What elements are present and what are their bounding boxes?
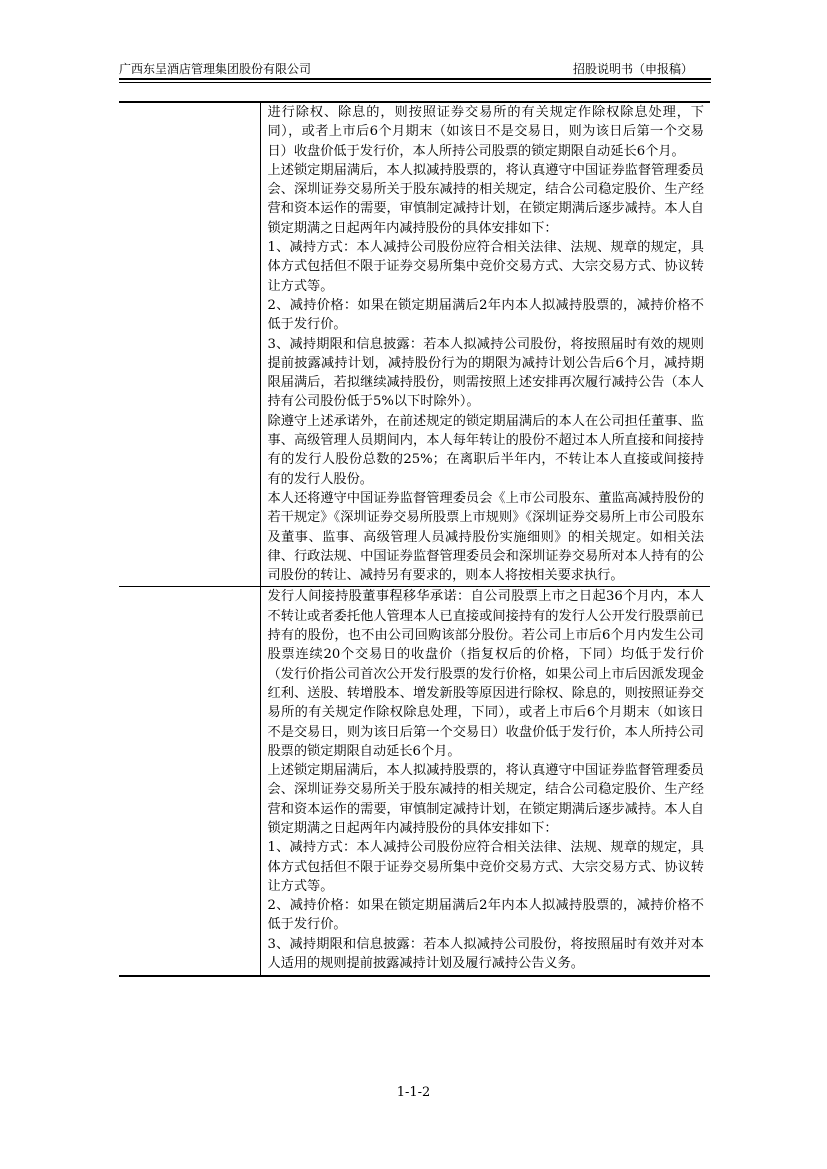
company-name: 广西东呈酒店管理集团股份有限公司 — [119, 62, 312, 76]
paragraph: 进行除权、除息的，则按照证券交易所的有关规定作除权除息处理，下同），或者上市后6个月期末（如该日不是交易日，则为该日后第一个交易日）收盘价低于发行价，本人所持公司股票的锁定期限自动延长6个月。 — [267, 105, 704, 159]
paragraph: 3、减持期限和信息披露：若本人拟减持公司股份，将按照届时有效并对本人适用的规则提前披露减持计划及履行减持公告义务。 — [267, 936, 704, 972]
paragraph: 发行人间接持股董事程移华承诺：自公司股票上市之日起36个月内，本人不转让或者委托他人管理本人已直接或间接持有的发行人公开发行股票前已持有的股份，也不由公司回购该部分股份。若公司上市后6个月内发生公司股票连续20个交易日的收盘价（指复权后的价格，下同）均低于发行价（发行价指公司首次公开发行股票的发行价格，如果公司上市后因派发现金红利、送股、转增股本、增发新股等原因进行除权、除息的，则按照证券交易所的有关规定作除权除息处理，下同），或者上市后6个月期末（如该日不是交易日，则为该日后第一个交易日）收盘价低于发行价，本人所持公司股票的锁定期限自动延长6个月。 — [267, 589, 704, 759]
table-row — [119, 102, 710, 587]
paragraph: 除遵守上述承诺外，在前述规定的锁定期届满后的本人在公司担任董事、监事、高级管理人员期间内，本人每年转让的股份不超过本人所直接和间接持有的发行人股份总数的25%；在离职后半年内，不转让本人直接或间接持有的发行人股份。 — [267, 413, 704, 487]
paragraph: 2、减持价格：如果在锁定期届满后2年内本人拟减持股票的，减持价格不低于发行价。 — [267, 297, 704, 333]
paragraph: 2、减持价格：如果在锁定期届满后2年内本人拟减持股票的，减持价格不低于发行价。 — [267, 898, 704, 933]
page-header — [119, 58, 711, 80]
paragraph: 本人还将遵守中国证券监督管理委员会《上市公司股东、董监高减持股份的若干规定》《深圳证券交易所股票上市规则》《深圳证券交易所上市公司股东及董事、监事、高级管理人员减持股份实施细则》的相关规定。如相关法律、行政法规、中国证券监督管理委员会和深圳证券交易所对本人持有的公司股份的转让、减持另有要求的，则本人将按相关要求执行。 — [267, 490, 704, 584]
table-row — [119, 587, 710, 976]
commitment-table — [119, 101, 710, 977]
page-number: 1-1-2 — [396, 1085, 431, 1100]
paragraph: 1、减持方式：本人减持公司股份应符合相关法律、法规、规章的规定，具体方式包括但不限于证券交易所集中竞价交易方式、大宗交易方式、协议转让方式等。 — [267, 840, 704, 894]
paragraph: 上述锁定期届满后，本人拟减持股票的，将认真遵守中国证券监督管理委员会、深圳证券交易所关于股东减持的相关规定，结合公司稳定股价、生产经营和资本运作的需要，审慎制定减持计划，在锁定期满后逐步减持。本人自锁定期满之日起两年内减持股份的具体安排如下： — [267, 763, 704, 836]
paragraph: 1、减持方式：本人减持公司股份应符合相关法律、法规、规章的规定，具体方式包括但不限于证券交易所集中竞价交易方式、大宗交易方式、协议转让方式等。 — [267, 240, 704, 294]
commitment-party-cell — [119, 587, 260, 976]
paragraph: 上述锁定期届满后，本人拟减持股票的，将认真遵守中国证券监督管理委员会、深圳证券交易所关于股东减持的相关规定，结合公司稳定股价、生产经营和资本运作的需要，审慎制定减持计划，在锁定期满后逐步减持。本人自锁定期满之日起两年内减持股份的具体安排如下： — [267, 162, 704, 236]
commitment-party-cell — [119, 102, 260, 587]
paragraph: 3、减持期限和信息披露：若本人拟减持公司股份，将按照届时有效的规则提前披露减持计划，减持股份行为的期限为减持计划公告后6个月，减持期限届满后，若拟继续减持股份，则需按照上述安排再次履行减持公告（本人持有公司股份低于5%以下时除外）。 — [267, 336, 704, 410]
document-type: 招股说明书（申报稿） — [572, 62, 693, 76]
header-rule-thick — [119, 78, 711, 80]
commitment-content-cell — [260, 102, 710, 587]
header-rule-thin — [119, 82, 711, 83]
commitment-content-cell — [260, 587, 710, 976]
